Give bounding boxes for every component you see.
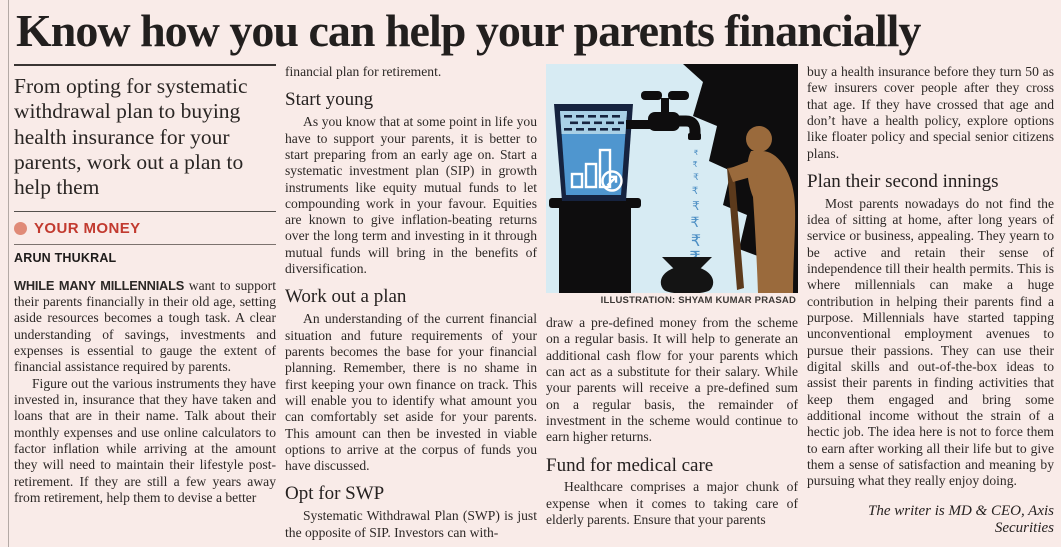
bullet-dot-icon: [14, 222, 27, 235]
kicker-label: YOUR MONEY: [34, 219, 141, 237]
section-heading-start-young: Start young: [285, 89, 374, 111]
rupee-symbol: ₹: [693, 173, 699, 183]
article-paragraph: financial plan for retirement.: [285, 64, 442, 79]
column-2: [285, 64, 537, 541]
column-1: [14, 64, 276, 541]
pedestal: [549, 198, 641, 293]
rupee-symbol: ₹: [692, 199, 700, 213]
money-pot-icon: [661, 257, 713, 293]
section-heading-plan-their-second-innings: Plan their second innings: [807, 170, 999, 192]
illustration-image: [546, 64, 798, 293]
growth-bucket-icon: [554, 104, 633, 201]
article-paragraph: Most parents nowadays do not find the idea of sitting at home, after long years of service or business, appealing. They yearn to be active and retain their sense of independence till their health permits. This is where millennials can make a huge contribution in helping their parents find a purpose. Millennials have started tapping unconventional employment avenues to pursue their passions. They can use their digital skills and out-of-the-box ideas to assist their parents in finding activities that keep them engaged and bring some additional income without the strain of a hectic job. The idea here is not to force them to earn after working all their life but to give them a sense of satisfaction and meaning by pursuing what they really enjoy doing.: [807, 195, 1054, 489]
page-edge-line: [8, 0, 9, 547]
article-paragraph: An understanding of the current financial situation and future requirements of your parents becomes the base for your financial planning. Remember, there is no shame in first keeping your own finance on track. This will enable you to identify what amount you can comfortably set aside for your parents. This amount can then be invested in viable options to arrive at the corpus of funds you have discussed.: [285, 311, 537, 474]
rupee-symbol: ₹: [693, 149, 699, 157]
article-paragraph: [14, 278, 276, 376]
divider-rule-thin: [14, 244, 276, 245]
standfirst: From opting for systematic withdrawal plan to buying health insurance for your parents, work out a plan to help them: [14, 74, 248, 200]
paragraph-text: want to support their parents financially in their old age, setting aside resources becomes a tough task. A clear understanding of savings, investments and expenses is essential to gauge the extent of financial assistance required by parents.: [14, 277, 276, 375]
writer-credit: The writer is MD & CEO, Axis Securities: [868, 503, 1054, 537]
kicker: [14, 220, 276, 237]
rupee-symbol: ₹: [690, 231, 702, 250]
article-paragraph: As you know that at some point in life you have to support your parents, it is better to start preparing from an early age on. Start a systematic investment plan (SIP) in growth instruments like equity mutual funds to let compounding work in your favour. Equities are known to give inflation-beating returns over the long term and investing in it through mutual funds will bring in the benefits of diversification.: [285, 114, 537, 277]
article-paragraph: buy a health insurance before they turn 50 as few insurers cover people after they cross that age. If they have crossed that age and don’t have a health policy, explore options like floater policy and special senior citizens plans.: [807, 64, 1054, 161]
divider-rule: [14, 211, 276, 212]
article-paragraph: Healthcare comprises a major chunk of expense when it comes to taking care of elderly parents. Ensure that your parents: [546, 479, 798, 528]
article-paragraph: Systematic Withdrawal Plan (SWP) is just the opposite of SIP. Investors can with-: [285, 508, 537, 540]
paragraph-lead-in: WHILE MANY MILLENNIALS: [14, 277, 185, 293]
illustration-caption: ILLUSTRATION: SHYAM KUMAR PRASAD: [600, 295, 796, 306]
rupee-symbol: ₹: [692, 160, 698, 169]
rupee-symbol: ₹: [691, 186, 699, 197]
column-3: [546, 64, 798, 541]
section-heading-work-out-a-plan: Work out a plan: [285, 286, 407, 308]
headline: Know how you can help your parents financially: [16, 5, 921, 56]
column-4: [807, 64, 1054, 541]
article-columns: [0, 60, 1061, 541]
rupee-symbol: ₹: [690, 215, 700, 231]
article-paragraph: Figure out the various instruments they have invested in, insurance that they have taken and loans that are in their name. Talk about their monthly expenses and use online calculators to factor inflation while arriving at the amount they will need to maintain their lifestyle post-retirement. If they are still a few years away from retirement, help them to devise a better: [14, 375, 276, 505]
section-heading-opt-for-swp: Opt for SWP: [285, 483, 385, 505]
article-paragraph: draw a pre-defined money from the scheme on a regular basis. It will help to generate an additional cash flow for your parents which can act as a substitute for their salary. While your parents will receive a pre-defined sum on a regular basis, the remainder of investment in the scheme would continue to earn higher returns.: [546, 315, 798, 445]
byline: ARUN THUKRAL: [14, 250, 117, 265]
section-heading-fund-for-medical-care: Fund for medical care: [546, 454, 714, 476]
top-rule: [14, 64, 276, 66]
